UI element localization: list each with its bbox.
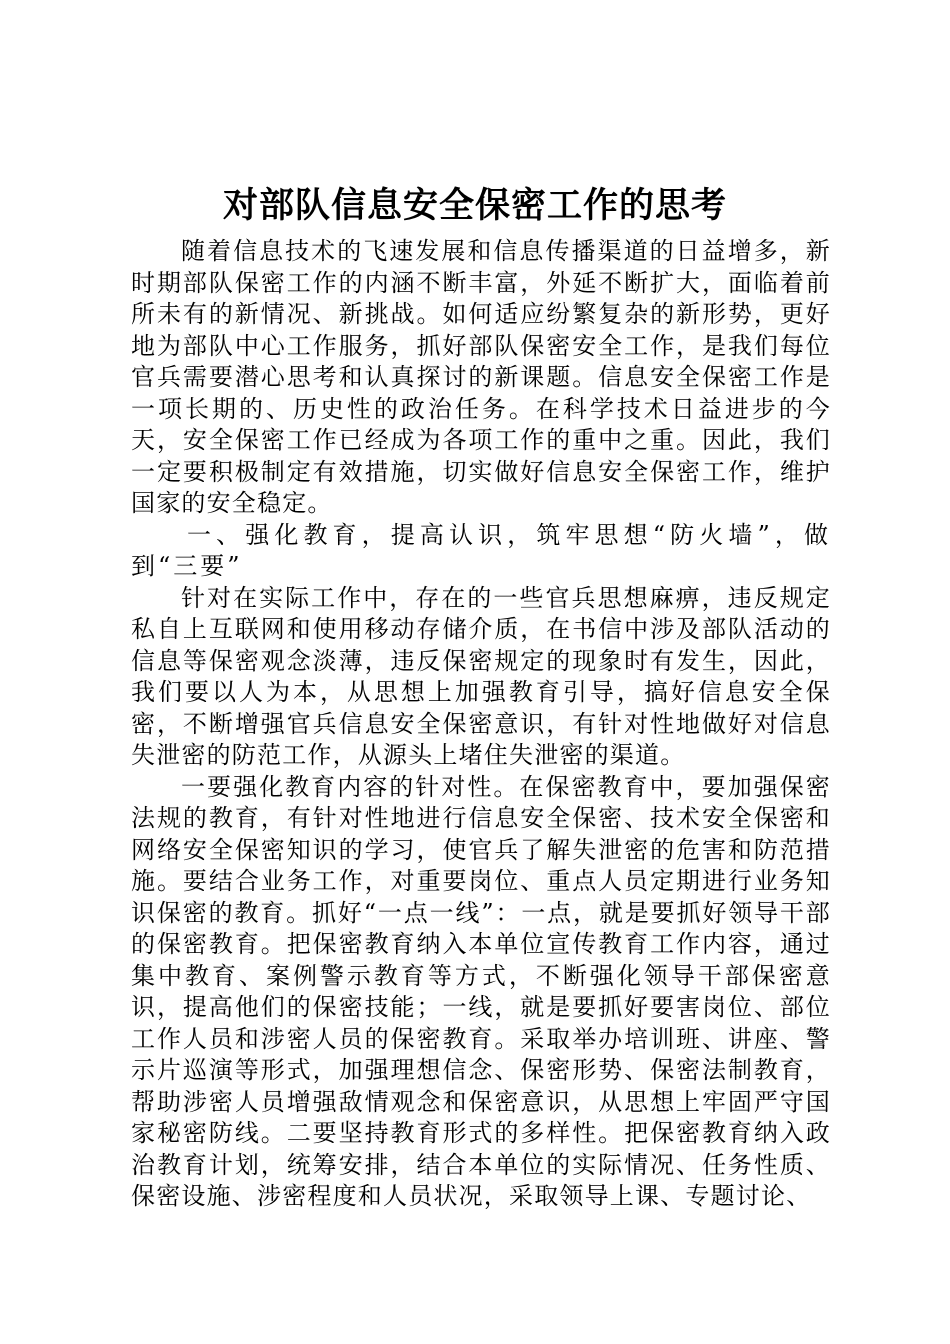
- section-heading: 一、强化教育，提高认识，筑牢思想“防火墙”，做到“三要”: [131, 520, 831, 580]
- document-body: [131, 236, 831, 1213]
- intro-paragraph: 随着信息技术的飞速发展和信息传播渠道的日益增多，新时期部队保密工作的内涵不断丰富，外延不断扩大，面临着前所未有的新情况、新挑战。如何适应纷繁复杂的新形势，更好地为部队中心工作服务，抓好部队保密安全工作，是我们每位官兵需要潜心思考和认真探讨的新课题。信息安全保密工作是一项长期的、历史性的政治任务。在科学技术日益进步的今天，安全保密工作已经成为各项工作的重中之重。因此，我们一定要积极制定有效措施，切实做好信息安全保密工作，维护国家的安全稳定。: [131, 237, 831, 517]
- document-title: 对部队信息安全保密工作的思考: [222, 185, 727, 226]
- body-paragraph: 针对在实际工作中，存在的一些官兵思想麻痹，违反规定私自上互联网和使用移动存储介质，在书信中涉及部队活动的信息等保密观念淡薄，违反保密规定的现象时有发生，因此，我们要以人为本，从思想上加强教育引导，搞好信息安全保密，不断增强官兵信息安全保密意识，有针对性地做好对信息失泄密的防范工作，从源头上堵住失泄密的渠道。: [131, 583, 831, 769]
- body-paragraph: 一要强化教育内容的针对性。在保密教育中，要加强保密法规的教育，有针对性地进行信息安全保密、技术安全保密和网络安全保密知识的学习，使官兵了解失泄密的危害和防范措施。要结合业务工作，对重要岗位、重点人员定期进行业务知识保密的教育。抓好“一点一线”：一点，就是要抓好领导干部的保密教育。把保密教育纳入本单位宣传教育工作内容，通过集中教育、案例警示教育等方式，不断强化领导干部保密意识，提高他们的保密技能；一线，就是要抓好要害岗位、部位工作人员和涉密人员的保密教育。采取举办培训班、讲座、警示片巡演等形式，加强理想信念、保密形势、保密法制教育，帮助涉密人员增强敌情观念和保密意识，从思想上牢固严守国家秘密防线。二要坚持教育形式的多样性。把保密教育纳入政治教育计划，统筹安排，结合本单位的实际情况、任务性质、保密设施、涉密程度和人员状况，采取领导上课、专题讨论、: [131, 772, 831, 1210]
